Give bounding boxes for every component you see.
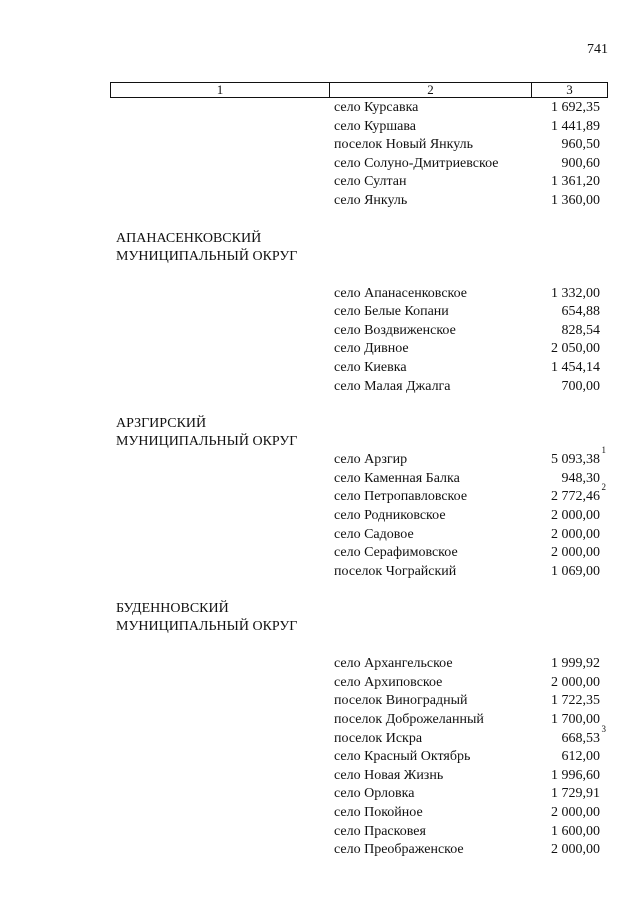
value-number: 900,60 (561, 155, 600, 171)
table-row (0, 192, 640, 211)
value-number: 5 093,38 (551, 452, 600, 468)
value-number: 2 000,00 (551, 507, 600, 523)
table-row (0, 322, 640, 341)
settlement-name: село Родниковское (334, 507, 446, 523)
page-number: 741 (587, 42, 608, 57)
table-row (0, 470, 640, 489)
table-row (0, 723, 640, 749)
settlement-value (520, 655, 600, 674)
settlement-value (520, 285, 600, 304)
settlement-name: село Покойное (334, 805, 423, 821)
district-type: МУНИЦИПАЛЬНЫЙ ОКРУГ (116, 619, 298, 635)
settlement-value (520, 482, 606, 507)
footnote-marker: 1 (601, 445, 606, 456)
value-number: 1 454,14 (551, 359, 600, 375)
table-row (0, 155, 640, 174)
settlement-name: село Курсавка (334, 100, 419, 115)
footnote-marker: 2 (601, 482, 606, 493)
value-number: 654,88 (561, 304, 600, 320)
settlement-name: село Преображенское (334, 842, 464, 858)
table-row (0, 544, 640, 563)
value-number: 1 360,00 (551, 192, 600, 208)
settlement-value (520, 692, 600, 711)
settlement-name: село Петропавловское (334, 489, 468, 505)
settlement-name: село Арзгир (334, 452, 408, 468)
table-row (0, 748, 640, 767)
value-number: 1 600,00 (551, 823, 600, 839)
header-col-2: 2 (330, 83, 532, 97)
district-heading (0, 415, 640, 451)
table-row (0, 340, 640, 359)
settlement-name: село Архангельское (334, 656, 453, 672)
settlement-name: село Малая Джалга (334, 378, 451, 394)
table-row (0, 303, 640, 322)
settlement-value (520, 359, 600, 378)
settlement-value (520, 445, 606, 470)
table-row (0, 804, 640, 823)
settlement-value (520, 767, 600, 786)
value-number: 2 000,00 (551, 842, 600, 858)
settlement-value (520, 544, 600, 563)
footnote-marker: 3 (601, 723, 606, 734)
header-col-3: 3 (566, 82, 573, 97)
value-number: 2 000,00 (551, 805, 600, 821)
table-row (0, 692, 640, 711)
settlement-value (520, 136, 600, 155)
settlement-name: село Дивное (334, 341, 409, 357)
value-number: 612,00 (561, 749, 600, 765)
table-row (0, 482, 640, 507)
settlement-name: село Апанасенковское (334, 285, 468, 301)
table-row (0, 173, 640, 192)
value-number: 1 722,35 (551, 693, 600, 709)
value-number: 1 361,20 (551, 174, 600, 190)
settlement-name: село Янкуль (334, 192, 408, 208)
value-number: 1 692,35 (551, 100, 600, 115)
table-row (0, 445, 640, 470)
settlement-name: село Киевка (334, 359, 407, 375)
table-row (0, 711, 640, 730)
settlement-name: село Серафимовское (334, 545, 458, 561)
value-number: 1 700,00 (551, 712, 600, 728)
settlement-value (520, 748, 600, 767)
settlement-name: поселок Виноградный (334, 693, 468, 709)
value-number: 1 999,92 (551, 656, 600, 672)
settlement-value (520, 841, 600, 860)
table-row (0, 785, 640, 804)
table-row (0, 99, 640, 118)
spacer (0, 266, 640, 285)
settlement-value (520, 155, 600, 174)
table-row (0, 285, 640, 304)
district-type: МУНИЦИПАЛЬНЫЙ ОКРУГ (116, 248, 298, 264)
spacer (0, 636, 640, 655)
settlement-name: село Архиповское (334, 674, 443, 690)
settlement-name: село Воздвиженское (334, 322, 456, 338)
value-number: 1 996,60 (551, 767, 600, 783)
table-row (0, 136, 640, 155)
settlement-name: поселок Чограйский (334, 563, 457, 579)
settlement-name: село Прасковея (334, 823, 426, 839)
settlement-value (520, 823, 600, 842)
district-name: АПАНАСЕНКОВСКИЙ (116, 230, 262, 246)
settlement-value (520, 723, 606, 749)
value-number: 1 729,91 (551, 786, 600, 802)
table-row (0, 378, 640, 397)
settlement-name: село Солуно-Дмитриевское (334, 155, 499, 171)
table-body (0, 99, 640, 860)
district-name: БУДЕННОВСКИЙ (116, 601, 229, 617)
settlement-value (520, 192, 600, 211)
district-heading (0, 230, 640, 266)
settlement-name: село Новая Жизнь (334, 767, 444, 783)
value-number: 2 050,00 (551, 341, 600, 357)
settlement-value (520, 563, 600, 582)
settlement-value (520, 99, 600, 118)
value-number: 1 332,00 (551, 285, 600, 301)
value-number: 1 069,00 (551, 563, 600, 579)
value-number: 2 772,46 (551, 489, 600, 505)
value-number: 960,50 (561, 137, 600, 153)
settlement-name: село Куршава (334, 118, 417, 134)
settlement-value (520, 507, 600, 526)
settlement-value (520, 804, 600, 823)
value-number: 948,30 (561, 470, 600, 486)
district-heading (0, 600, 640, 636)
settlement-name: село Садовое (334, 526, 414, 542)
table-row (0, 507, 640, 526)
table-row (0, 655, 640, 674)
value-number: 700,00 (561, 378, 600, 394)
settlement-value (520, 173, 600, 192)
table-row (0, 526, 640, 545)
settlement-value (520, 118, 600, 137)
table-row (0, 359, 640, 378)
table-row (0, 841, 640, 860)
table-header (110, 82, 608, 98)
settlement-value (520, 711, 600, 730)
settlement-name: село Красный Октябрь (334, 749, 471, 765)
table-row (0, 563, 640, 582)
settlement-name: поселок Новый Янкуль (334, 137, 474, 153)
settlement-name: село Каменная Балка (334, 470, 460, 486)
settlement-name: село Белые Копани (334, 304, 449, 320)
table-row (0, 823, 640, 842)
settlement-name: село Орловка (334, 786, 415, 802)
district-name: АРЗГИРСКИЙ (116, 416, 207, 432)
settlement-value (520, 785, 600, 804)
value-number: 2 000,00 (551, 526, 600, 542)
value-number: 828,54 (561, 322, 600, 338)
settlement-name: село Султан (334, 174, 407, 190)
value-number: 1 441,89 (551, 118, 600, 134)
value-number: 2 000,00 (551, 674, 600, 690)
table-row (0, 118, 640, 137)
header-col-1: 1 (111, 83, 330, 97)
settlement-name: поселок Искра (334, 730, 423, 746)
table-row (0, 674, 640, 693)
value-number: 2 000,00 (551, 545, 600, 561)
settlement-value (520, 303, 600, 322)
settlement-name: поселок Доброжеланный (334, 712, 484, 728)
settlement-value (520, 322, 600, 341)
district-type: МУНИЦИПАЛЬНЫЙ ОКРУГ (116, 434, 298, 450)
table-row (0, 767, 640, 786)
value-number: 668,53 (561, 730, 600, 746)
settlement-value (520, 378, 600, 397)
settlement-value (520, 470, 600, 489)
settlement-value (520, 340, 600, 359)
settlement-value (520, 674, 600, 693)
settlement-value (520, 526, 600, 545)
